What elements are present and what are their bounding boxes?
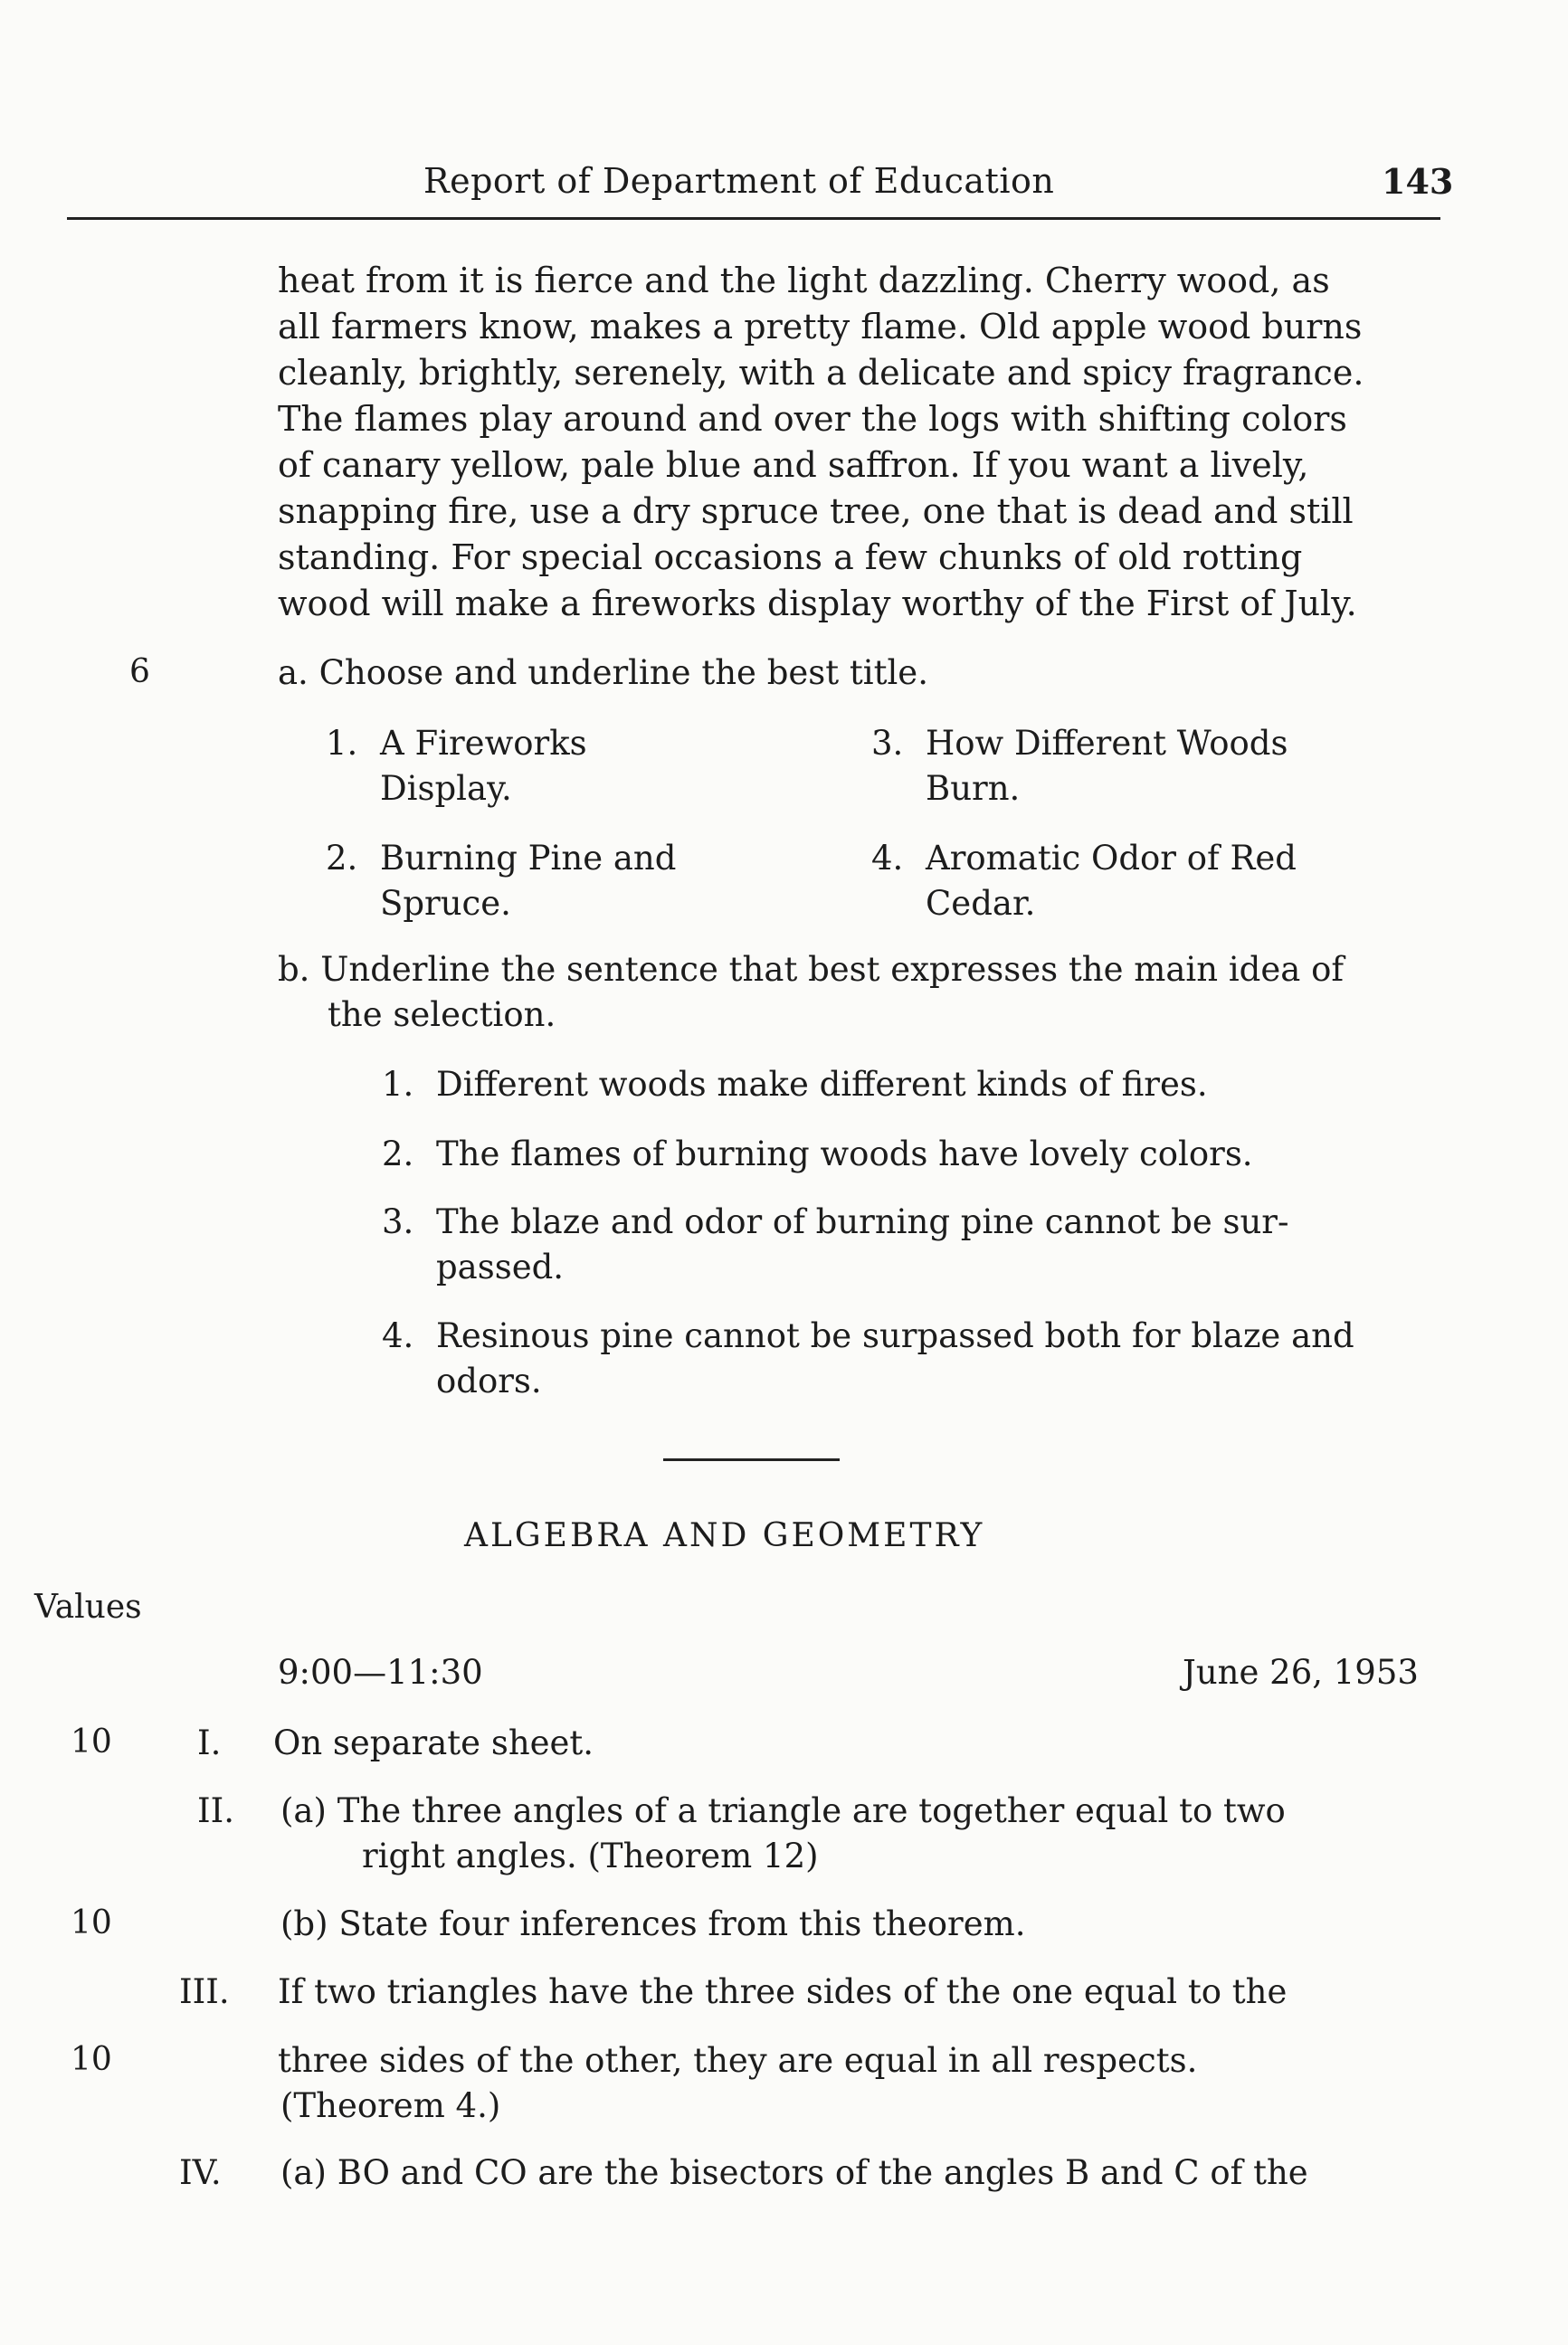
passage-line: cleanly, brightly, serenely, with a delicate and spicy fragrance. [278,353,1364,393]
q2a-text: (a) The three angles of a triangle are together equal to two [280,1791,1286,1830]
q4-numeral: IV. [179,2153,222,2192]
passage-line: The flames play around and over the logs with shifting colors [278,399,1347,439]
title-option: 4. Aromatic Odor of Red Cedar. [871,839,1297,923]
idea-option: 4. Resinous pine cannot be surpassed both for blaze and odors. [382,1316,1354,1400]
idea-option: 1. Different woods make different kinds of fires. [382,1065,1208,1104]
q2b-text: (b) State four inferences from this theorem. [280,1904,1026,1943]
idea-option: 2. The flames of burning woods have lovely colors. [382,1135,1253,1173]
q3-theorem: (Theorem 4.) [280,2086,501,2125]
title-option: 2. Burning Pine and Spruce. [326,839,677,923]
reading-passage [278,258,1436,627]
q3-text: If two triangles have the three sides of the one equal to the [278,1972,1288,2011]
header-divider [67,217,1440,220]
question-a-prompt: a. Choose and underline the best title. [278,653,928,692]
question-b-prompt-cont: the selection. [328,995,556,1034]
running-header-title: Report of Department of Education [423,161,1055,201]
section-title: ALGEBRA AND GEOMETRY [464,1517,985,1554]
q2b-value: 10 [71,1904,112,1942]
exam-time: 9:00—11:30 [278,1653,483,1692]
q1-numeral: I. [197,1723,222,1762]
question-b-prompt: b. Underline the sentence that best expresses the main idea of [278,950,1345,989]
passage-line: heat from it is fierce and the light dazzling. Cherry wood, as [278,261,1330,300]
idea-option: 3. The blaze and odor of burning pine cannot be sur- passed. [382,1202,1289,1286]
title-option: 1. A Fireworks Display. [326,724,587,808]
passage-line: all farmers know, makes a pretty flame. Old apple wood burns [278,307,1363,347]
q3-text-cont: three sides of the other, they are equal in all respects. [278,2041,1198,2080]
q4-text: (a) BO and CO are the bisectors of the angles B and C of the [280,2153,1308,2192]
q1-text: On separate sheet. [273,1723,594,1762]
q2-numeral: II. [197,1791,234,1830]
title-option: 3. How Different Woods Burn. [871,724,1288,808]
passage-line: standing. For special occasions a few chunks of old rotting [278,537,1303,577]
exam-date: June 26, 1953 [1183,1653,1419,1692]
passage-line: wood will make a fireworks display worthy of the First of July. [278,584,1357,623]
q3-value: 10 [71,2041,112,2078]
q2a-text-cont: right angles. (Theorem 12) [362,1837,819,1875]
question-a-value: 6 [129,653,150,690]
values-label: Values [34,1589,142,1626]
page-number: 143 [1382,161,1454,202]
passage-line: of canary yellow, pale blue and saffron. If you want a lively, [278,445,1309,485]
section-divider [663,1458,840,1461]
q1-value: 10 [71,1723,112,1761]
passage-line: snapping fire, use a dry spruce tree, one that is dead and still [278,491,1354,531]
q3-numeral: III. [179,1972,230,2011]
